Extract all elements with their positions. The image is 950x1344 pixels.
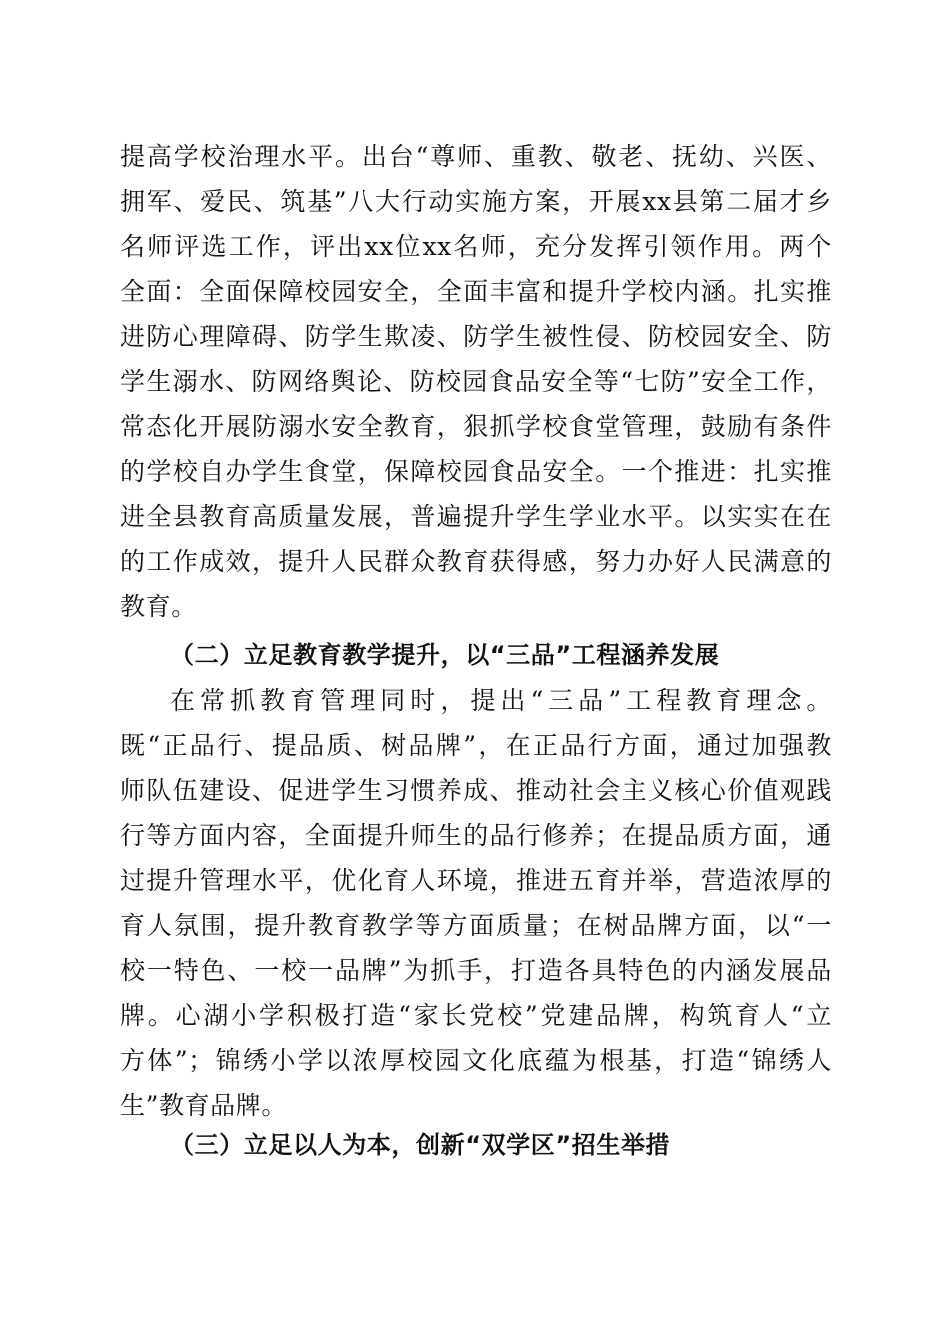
text-line: 方体”；锦绣小学以浓厚校园文化底蕴为根基，打造“锦绣人	[120, 1046, 832, 1075]
text-line: 过提升管理水平，优化育人环境，推进五育并举，营造浓厚的	[120, 866, 832, 895]
section-heading-2	[120, 633, 832, 678]
text-line: 行等方面内容，全面提升师生的品行修养；在提品质方面，通	[120, 821, 832, 850]
heading-text: （二）立足教育教学提升，以“三品”工程涵养发展	[170, 641, 720, 669]
text-line: 常态化开展防溺水安全教育，狠抓学校食堂管理，鼓励有条件	[120, 412, 832, 441]
text-line: 全面：全面保障校园安全，全面丰富和提升学校内涵。扎实推	[120, 277, 832, 306]
text-line: 牌。心湖小学积极打造“家长党校”党建品牌，构筑育人“立	[120, 1001, 832, 1030]
text-line: 校一特色、一校一品牌”为抓手，打造各具特色的内涵发展品	[120, 956, 832, 985]
text-line: 既“正品行、提品质、树品牌”，在正品行方面，通过加强教	[120, 731, 832, 760]
text-line: 的工作成效，提升人民群众教育获得感，努力办好人民满意的	[120, 547, 832, 576]
text-line: 的学校自办学生食堂，保障校园食品安全。一个推进：扎实推	[120, 457, 832, 486]
text-line: 生”教育品牌。	[120, 1091, 287, 1120]
text-line: 拥军、爱民、筑基”八大行动实施方案，开展xx县第二届才乡	[120, 187, 832, 216]
section-heading-3	[120, 1123, 832, 1168]
text-line: 师队伍建设、促进学生习惯养成、推动社会主义核心价值观践	[120, 776, 832, 805]
text-line: 名师评选工作，评出xx位xx名师，充分发挥引领作用。两个	[120, 232, 832, 261]
text-line: 育人氛围，提升教育教学等方面质量；在树品牌方面，以“一	[120, 911, 832, 940]
text-line: 教育。	[120, 592, 197, 621]
text-line: 进全县教育高质量发展，普遍提升学生学业水平。以实实在在	[120, 502, 832, 531]
paragraph-governance	[120, 134, 832, 629]
text-line: 在常抓教育管理同时，提出“三品”工程教育理念。	[170, 686, 832, 715]
text-line: 提高学校治理水平。出台“尊师、重教、敬老、抚幼、兴医、	[120, 142, 832, 171]
heading-text: （三）立足以人为本，创新“双学区”招生举措	[170, 1131, 671, 1159]
text-line: 进防心理障碍、防学生欺凌、防学生被性侵、防校园安全、防	[120, 322, 832, 351]
text-line: 学生溺水、防网络舆论、防校园食品安全等“七防”安全工作，	[120, 367, 832, 396]
paragraph-three-quality	[120, 678, 832, 1128]
